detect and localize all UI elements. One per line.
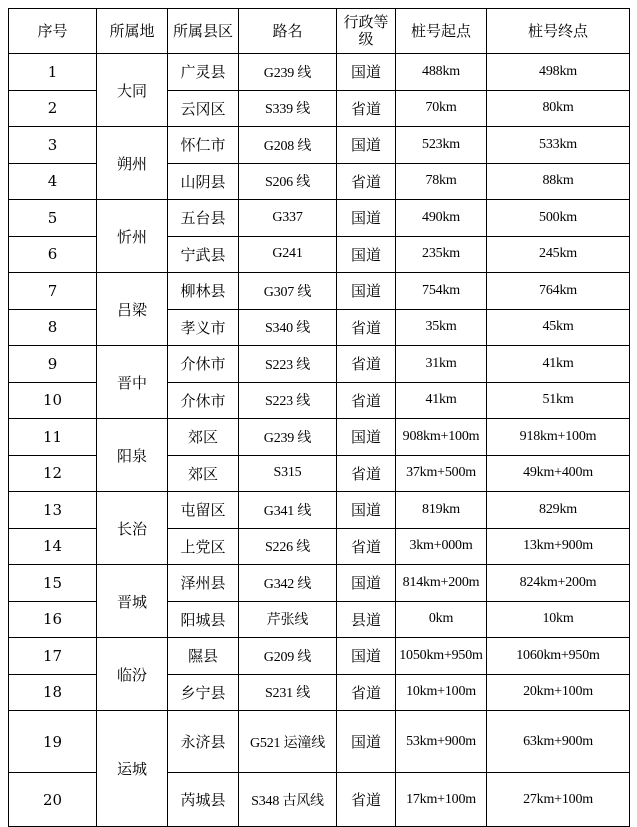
cell-seq: 3 bbox=[9, 127, 97, 164]
cell-road: S226 线 bbox=[239, 528, 337, 565]
cell-county: 芮城县 bbox=[168, 773, 239, 827]
cell-level: 国道 bbox=[337, 54, 396, 91]
cell-end: 51km bbox=[487, 382, 630, 419]
table-row bbox=[9, 492, 630, 529]
road-section-table bbox=[8, 8, 630, 827]
cell-city: 吕梁 bbox=[97, 273, 168, 346]
cell-seq: 20 bbox=[9, 773, 97, 827]
cell-level: 省道 bbox=[337, 455, 396, 492]
cell-seq: 5 bbox=[9, 200, 97, 237]
cell-seq: 1 bbox=[9, 54, 97, 91]
header-county: 所属县区 bbox=[168, 9, 239, 54]
cell-road: S340 线 bbox=[239, 309, 337, 346]
cell-road: G239 线 bbox=[239, 54, 337, 91]
cell-county: 孝义市 bbox=[168, 309, 239, 346]
header-seq: 序号 bbox=[9, 9, 97, 54]
cell-road: G341 线 bbox=[239, 492, 337, 529]
cell-seq: 15 bbox=[9, 565, 97, 602]
cell-start: 490km bbox=[396, 200, 487, 237]
cell-end: 80km bbox=[487, 90, 630, 127]
cell-county: 云冈区 bbox=[168, 90, 239, 127]
cell-seq: 8 bbox=[9, 309, 97, 346]
cell-city: 阳泉 bbox=[97, 419, 168, 492]
cell-road: S315 bbox=[239, 455, 337, 492]
cell-start: 235km bbox=[396, 236, 487, 273]
cell-end: 918km+100m bbox=[487, 419, 630, 456]
table-row bbox=[9, 565, 630, 602]
cell-county: 郊区 bbox=[168, 419, 239, 456]
cell-end: 20km+100m bbox=[487, 674, 630, 711]
cell-start: 78km bbox=[396, 163, 487, 200]
cell-start: 1050km+950m bbox=[396, 638, 487, 675]
cell-county: 永济县 bbox=[168, 711, 239, 773]
header-city: 所属地 bbox=[97, 9, 168, 54]
cell-road: G209 线 bbox=[239, 638, 337, 675]
cell-start: 908km+100m bbox=[396, 419, 487, 456]
cell-county: 介休市 bbox=[168, 346, 239, 383]
cell-start: 10km+100m bbox=[396, 674, 487, 711]
cell-start: 3km+000m bbox=[396, 528, 487, 565]
cell-end: 500km bbox=[487, 200, 630, 237]
cell-county: 隰县 bbox=[168, 638, 239, 675]
cell-road: G521 运潼线 bbox=[239, 711, 337, 773]
cell-county: 郊区 bbox=[168, 455, 239, 492]
cell-level: 国道 bbox=[337, 711, 396, 773]
cell-city: 临汾 bbox=[97, 638, 168, 711]
cell-road: S206 线 bbox=[239, 163, 337, 200]
cell-end: 13km+900m bbox=[487, 528, 630, 565]
cell-end: 41km bbox=[487, 346, 630, 383]
header-row bbox=[9, 9, 630, 54]
cell-city: 晋中 bbox=[97, 346, 168, 419]
table-row bbox=[9, 346, 630, 383]
cell-start: 523km bbox=[396, 127, 487, 164]
cell-city: 运城 bbox=[97, 711, 168, 827]
cell-level: 省道 bbox=[337, 674, 396, 711]
cell-seq: 13 bbox=[9, 492, 97, 529]
cell-seq: 4 bbox=[9, 163, 97, 200]
cell-end: 88km bbox=[487, 163, 630, 200]
cell-county: 介休市 bbox=[168, 382, 239, 419]
cell-county: 怀仁市 bbox=[168, 127, 239, 164]
cell-end: 824km+200m bbox=[487, 565, 630, 602]
cell-level: 省道 bbox=[337, 163, 396, 200]
cell-road: G342 线 bbox=[239, 565, 337, 602]
cell-level: 国道 bbox=[337, 565, 396, 602]
cell-level: 省道 bbox=[337, 773, 396, 827]
cell-level: 省道 bbox=[337, 309, 396, 346]
cell-road: G337 bbox=[239, 200, 337, 237]
cell-road: S231 线 bbox=[239, 674, 337, 711]
cell-road: G307 线 bbox=[239, 273, 337, 310]
cell-start: 814km+200m bbox=[396, 565, 487, 602]
header-start: 桩号起点 bbox=[396, 9, 487, 54]
cell-start: 35km bbox=[396, 309, 487, 346]
table-row bbox=[9, 127, 630, 164]
cell-seq: 7 bbox=[9, 273, 97, 310]
cell-city: 晋城 bbox=[97, 565, 168, 638]
cell-end: 45km bbox=[487, 309, 630, 346]
cell-county: 乡宁县 bbox=[168, 674, 239, 711]
cell-start: 488km bbox=[396, 54, 487, 91]
cell-end: 49km+400m bbox=[487, 455, 630, 492]
cell-level: 国道 bbox=[337, 273, 396, 310]
cell-start: 17km+100m bbox=[396, 773, 487, 827]
cell-end: 764km bbox=[487, 273, 630, 310]
cell-road: S348 古风线 bbox=[239, 773, 337, 827]
cell-county: 阳城县 bbox=[168, 601, 239, 638]
header-end: 桩号终点 bbox=[487, 9, 630, 54]
cell-county: 上党区 bbox=[168, 528, 239, 565]
cell-county: 泽州县 bbox=[168, 565, 239, 602]
table-row bbox=[9, 273, 630, 310]
cell-start: 819km bbox=[396, 492, 487, 529]
cell-level: 省道 bbox=[337, 90, 396, 127]
cell-level: 县道 bbox=[337, 601, 396, 638]
cell-level: 国道 bbox=[337, 638, 396, 675]
cell-start: 37km+500m bbox=[396, 455, 487, 492]
cell-end: 245km bbox=[487, 236, 630, 273]
cell-county: 宁武县 bbox=[168, 236, 239, 273]
cell-level: 省道 bbox=[337, 346, 396, 383]
cell-county: 屯留区 bbox=[168, 492, 239, 529]
cell-seq: 11 bbox=[9, 419, 97, 456]
cell-seq: 6 bbox=[9, 236, 97, 273]
cell-road: S223 线 bbox=[239, 382, 337, 419]
cell-seq: 10 bbox=[9, 382, 97, 419]
cell-start: 53km+900m bbox=[396, 711, 487, 773]
cell-start: 70km bbox=[396, 90, 487, 127]
cell-city: 长治 bbox=[97, 492, 168, 565]
cell-end: 829km bbox=[487, 492, 630, 529]
cell-start: 31km bbox=[396, 346, 487, 383]
cell-level: 国道 bbox=[337, 200, 396, 237]
cell-seq: 18 bbox=[9, 674, 97, 711]
cell-level: 国道 bbox=[337, 419, 396, 456]
cell-end: 533km bbox=[487, 127, 630, 164]
cell-county: 广灵县 bbox=[168, 54, 239, 91]
cell-road: G239 线 bbox=[239, 419, 337, 456]
cell-end: 27km+100m bbox=[487, 773, 630, 827]
cell-start: 0km bbox=[396, 601, 487, 638]
table-row bbox=[9, 638, 630, 675]
cell-county: 柳林县 bbox=[168, 273, 239, 310]
cell-end: 1060km+950m bbox=[487, 638, 630, 675]
cell-seq: 17 bbox=[9, 638, 97, 675]
header-level: 行政等级 bbox=[337, 9, 396, 54]
cell-end: 498km bbox=[487, 54, 630, 91]
header-road: 路名 bbox=[239, 9, 337, 54]
cell-seq: 2 bbox=[9, 90, 97, 127]
cell-road: S339 线 bbox=[239, 90, 337, 127]
cell-seq: 9 bbox=[9, 346, 97, 383]
cell-county: 山阴县 bbox=[168, 163, 239, 200]
cell-seq: 16 bbox=[9, 601, 97, 638]
table-body bbox=[9, 54, 630, 827]
cell-level: 国道 bbox=[337, 492, 396, 529]
table-row bbox=[9, 419, 630, 456]
cell-road: 芹张线 bbox=[239, 601, 337, 638]
cell-end: 63km+900m bbox=[487, 711, 630, 773]
cell-start: 754km bbox=[396, 273, 487, 310]
cell-county: 五台县 bbox=[168, 200, 239, 237]
cell-seq: 12 bbox=[9, 455, 97, 492]
cell-city: 朔州 bbox=[97, 127, 168, 200]
cell-road: S223 线 bbox=[239, 346, 337, 383]
cell-city: 大同 bbox=[97, 54, 168, 127]
cell-road: G241 bbox=[239, 236, 337, 273]
table-row bbox=[9, 54, 630, 91]
cell-level: 省道 bbox=[337, 528, 396, 565]
cell-city: 忻州 bbox=[97, 200, 168, 273]
table-row bbox=[9, 711, 630, 773]
cell-end: 10km bbox=[487, 601, 630, 638]
cell-road: G208 线 bbox=[239, 127, 337, 164]
cell-seq: 14 bbox=[9, 528, 97, 565]
cell-level: 国道 bbox=[337, 127, 396, 164]
cell-level: 国道 bbox=[337, 236, 396, 273]
cell-seq: 19 bbox=[9, 711, 97, 773]
cell-start: 41km bbox=[396, 382, 487, 419]
cell-level: 省道 bbox=[337, 382, 396, 419]
table-row bbox=[9, 200, 630, 237]
